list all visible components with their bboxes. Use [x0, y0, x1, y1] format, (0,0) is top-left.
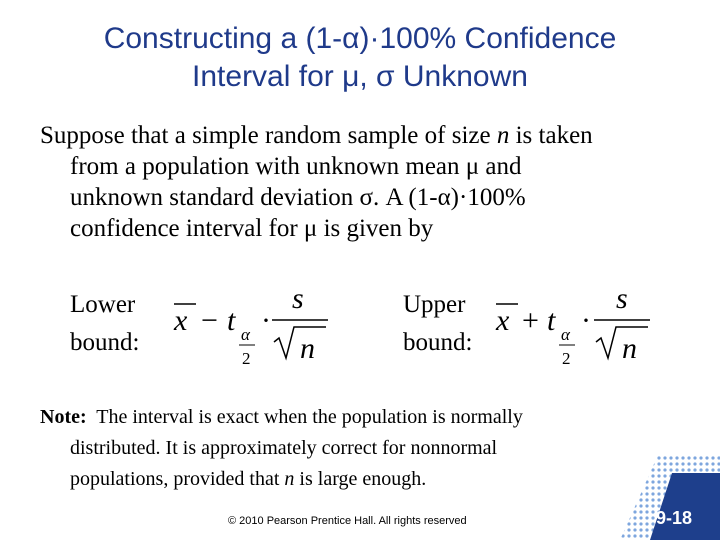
two-subscript: 2 — [242, 349, 251, 368]
title-line-2: Interval for μ, σ Unknown — [192, 60, 528, 93]
lower-bound-formula — [168, 282, 338, 378]
page-number: 9-18 — [656, 508, 693, 528]
alpha-subscript: α — [241, 325, 250, 344]
s-numerator: s — [292, 282, 304, 315]
note-n-var: n — [284, 468, 295, 490]
upper-bound-label — [403, 286, 472, 362]
note-line-2: distributed. It is approximately correct for nonnormal — [70, 437, 498, 459]
intro-line-2: from a population with unknown mean μ and — [70, 153, 522, 180]
t-symbol: t — [547, 304, 556, 337]
slide-title — [0, 20, 720, 96]
intro-line-1 — [40, 122, 593, 149]
alpha-subscript: α — [561, 325, 570, 344]
intro-line-4: confidence interval for μ is given by — [70, 215, 434, 242]
note-line-1 — [40, 406, 523, 428]
title-line-1: Constructing a (1-α)·100% Confidence — [103, 22, 617, 55]
intro-paragraph — [40, 120, 680, 244]
intro-n-var: n — [496, 122, 510, 149]
upper-label-line-2: bound: — [403, 329, 473, 356]
multiply-dot: · — [261, 304, 271, 337]
note-label: Note: — [40, 406, 87, 428]
s-numerator: s — [616, 282, 628, 315]
note-line-3 — [40, 464, 680, 495]
minus-sign: − — [201, 304, 218, 337]
xbar-symbol: x — [496, 304, 510, 337]
note-text-3b: is large enough. — [294, 468, 427, 490]
intro-line-3: unknown standard deviation σ. A (1-α)·100% — [70, 184, 526, 211]
xbar-symbol: x — [174, 304, 188, 337]
plus-sign: + — [522, 304, 539, 337]
note-paragraph — [40, 402, 680, 495]
note-text-3a: populations, provided that — [70, 468, 285, 490]
lower-bound-label — [70, 286, 139, 362]
intro-text-a: Suppose that a simple random sample of size — [40, 122, 497, 149]
upper-label-line-1: Upper — [403, 291, 466, 318]
lower-label-line-2: bound: — [70, 329, 140, 356]
note-text-1: The interval is exact when the population is normally — [86, 406, 523, 428]
t-symbol: t — [227, 304, 236, 337]
lower-label-line-1: Lower — [70, 291, 136, 318]
intro-text-b: is taken — [509, 122, 593, 149]
n-denominator: n — [300, 332, 315, 365]
copyright-text: © 2010 Pearson Prentice Hall. All rights reserved — [228, 515, 467, 527]
n-denominator: n — [622, 332, 637, 365]
multiply-dot: · — [581, 304, 591, 337]
two-subscript: 2 — [562, 349, 571, 368]
upper-bound-formula — [490, 282, 660, 378]
